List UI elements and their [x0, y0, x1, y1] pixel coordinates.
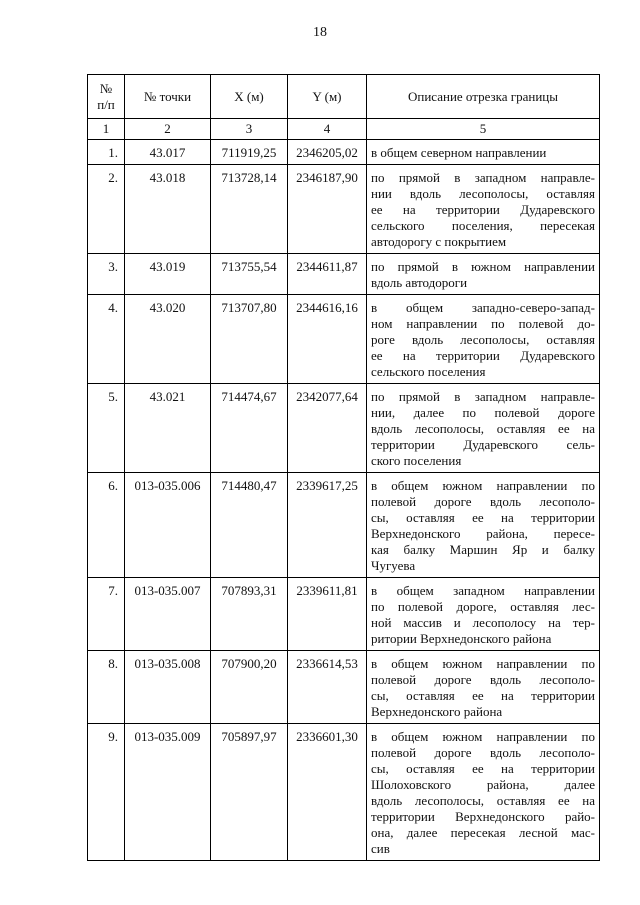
- y-coordinate-cell: 2346187,90: [288, 165, 367, 254]
- x-coordinate-cell: 711919,25: [211, 140, 288, 165]
- row-number-cell: 5.: [88, 384, 125, 473]
- table-row: [88, 578, 600, 651]
- x-coordinate-cell: 707893,31: [211, 578, 288, 651]
- row-number-cell: 1.: [88, 140, 125, 165]
- header-no: № п/п: [88, 75, 125, 119]
- description-line: в общем южном направлении по: [371, 478, 595, 493]
- row-number-cell: 6.: [88, 473, 125, 578]
- y-coordinate-cell: 2346205,02: [288, 140, 367, 165]
- point-number-cell: 43.021: [125, 384, 211, 473]
- description-cell: [367, 295, 600, 384]
- point-number-cell: 43.019: [125, 254, 211, 295]
- point-number-cell: 013-035.008: [125, 651, 211, 724]
- table-row: [88, 651, 600, 724]
- description-line: сы, оставляя ее на территории: [371, 510, 595, 525]
- description-line: сив: [371, 841, 390, 856]
- description-cell: [367, 165, 600, 254]
- description-line: вдоль лесополосы, оставляя ее на: [371, 421, 595, 436]
- description-line: ского поселения: [371, 453, 462, 468]
- header-x: X (м): [211, 75, 288, 119]
- description-cell: [367, 384, 600, 473]
- description-line: в общем северном направлении: [371, 145, 547, 160]
- description-line: нии вдоль лесополосы, оставляя: [371, 186, 595, 201]
- description-line: ритории Верхнедонского района: [371, 631, 552, 646]
- table-row: [88, 473, 600, 578]
- y-coordinate-cell: 2344616,16: [288, 295, 367, 384]
- y-coordinate-cell: 2339611,81: [288, 578, 367, 651]
- point-number-cell: 013-035.007: [125, 578, 211, 651]
- description-line: ее на территории Дударевского: [371, 348, 595, 363]
- table-body: [88, 140, 600, 861]
- column-number: 1: [88, 119, 125, 140]
- description-line: роге вдоль лесополосы, оставляя: [371, 332, 595, 347]
- x-coordinate-cell: 705897,97: [211, 724, 288, 861]
- description-cell: [367, 578, 600, 651]
- column-number-row: [88, 119, 600, 140]
- description-line: ном направлении по полевой до-: [371, 316, 595, 331]
- x-coordinate-cell: 714474,67: [211, 384, 288, 473]
- description-line: вдоль автодороги: [371, 275, 468, 290]
- description-line: территории Дударевского сель-: [371, 437, 595, 452]
- header-point: № точки: [125, 75, 211, 119]
- table-row: [88, 295, 600, 384]
- description-line: сы, оставляя ее на территории: [371, 688, 595, 703]
- y-coordinate-cell: 2339617,25: [288, 473, 367, 578]
- description-line: она, далее пересекая лесной мас-: [371, 825, 595, 840]
- x-coordinate-cell: 713707,80: [211, 295, 288, 384]
- description-line: по полевой дороге, оставляя лес-: [371, 599, 595, 614]
- column-number: 3: [211, 119, 288, 140]
- description-line: кая балку Маршин Яр и балку: [371, 542, 595, 557]
- y-coordinate-cell: 2344611,87: [288, 254, 367, 295]
- table-row: [88, 165, 600, 254]
- header-y: Y (м): [288, 75, 367, 119]
- description-line: сы, оставляя ее на территории: [371, 761, 595, 776]
- row-number-cell: 8.: [88, 651, 125, 724]
- description-line: в общем западном направлении: [371, 583, 595, 598]
- column-number: 4: [288, 119, 367, 140]
- description-line: территории Верхнедонского райо-: [371, 809, 595, 824]
- y-coordinate-cell: 2342077,64: [288, 384, 367, 473]
- header-description: Описание отрезка границы: [367, 75, 600, 119]
- column-number: 2: [125, 119, 211, 140]
- description-line: ее на территории Дударевского: [371, 202, 595, 217]
- row-number-cell: 9.: [88, 724, 125, 861]
- description-line: автодорогу с покрытием: [371, 234, 507, 249]
- point-number-cell: 43.017: [125, 140, 211, 165]
- y-coordinate-cell: 2336614,53: [288, 651, 367, 724]
- x-coordinate-cell: 713728,14: [211, 165, 288, 254]
- row-number-cell: 4.: [88, 295, 125, 384]
- point-number-cell: 013-035.006: [125, 473, 211, 578]
- column-number: 5: [367, 119, 600, 140]
- boundary-table: [87, 74, 600, 861]
- y-coordinate-cell: 2336601,30: [288, 724, 367, 861]
- description-cell: [367, 724, 600, 861]
- x-coordinate-cell: 714480,47: [211, 473, 288, 578]
- description-line: в общем южном направлении по: [371, 656, 595, 671]
- description-line: полевой дороге вдоль лесополо-: [371, 745, 595, 760]
- point-number-cell: 43.020: [125, 295, 211, 384]
- description-line: Шолоховского района, далее: [371, 777, 595, 792]
- table-row: [88, 724, 600, 861]
- x-coordinate-cell: 707900,20: [211, 651, 288, 724]
- description-line: полевой дороге вдоль лесополо-: [371, 672, 595, 687]
- description-line: по прямой в южном направлении: [371, 259, 595, 274]
- description-cell: [367, 651, 600, 724]
- description-line: полевой дороге вдоль лесополо-: [371, 494, 595, 509]
- point-number-cell: 013-035.009: [125, 724, 211, 861]
- description-line: по прямой в западном направле-: [371, 170, 595, 185]
- row-number-cell: 3.: [88, 254, 125, 295]
- description-cell: [367, 140, 600, 165]
- description-line: сельского поселения: [371, 364, 486, 379]
- description-line: нии, далее по полевой дороге: [371, 405, 595, 420]
- table-header-row: [88, 75, 600, 119]
- description-line: вдоль лесополосы, оставляя ее на: [371, 793, 595, 808]
- description-line: Верхнедонского района, пересе-: [371, 526, 595, 541]
- description-line: Верхнедонского района: [371, 704, 503, 719]
- description-line: сельского поселения, пересекая: [371, 218, 595, 233]
- row-number-cell: 7.: [88, 578, 125, 651]
- description-cell: [367, 473, 600, 578]
- page-number: 18: [313, 25, 327, 40]
- description-line: ной массив и лесополосу на тер-: [371, 615, 595, 630]
- table-row: [88, 384, 600, 473]
- description-line: в общем западно-северо-запад-: [371, 300, 595, 315]
- x-coordinate-cell: 713755,54: [211, 254, 288, 295]
- point-number-cell: 43.018: [125, 165, 211, 254]
- description-line: по прямой в западном направле-: [371, 389, 595, 404]
- table-row: [88, 140, 600, 165]
- description-line: Чугуева: [371, 558, 416, 573]
- description-cell: [367, 254, 600, 295]
- description-line: в общем южном направлении по: [371, 729, 595, 744]
- row-number-cell: 2.: [88, 165, 125, 254]
- table-row: [88, 254, 600, 295]
